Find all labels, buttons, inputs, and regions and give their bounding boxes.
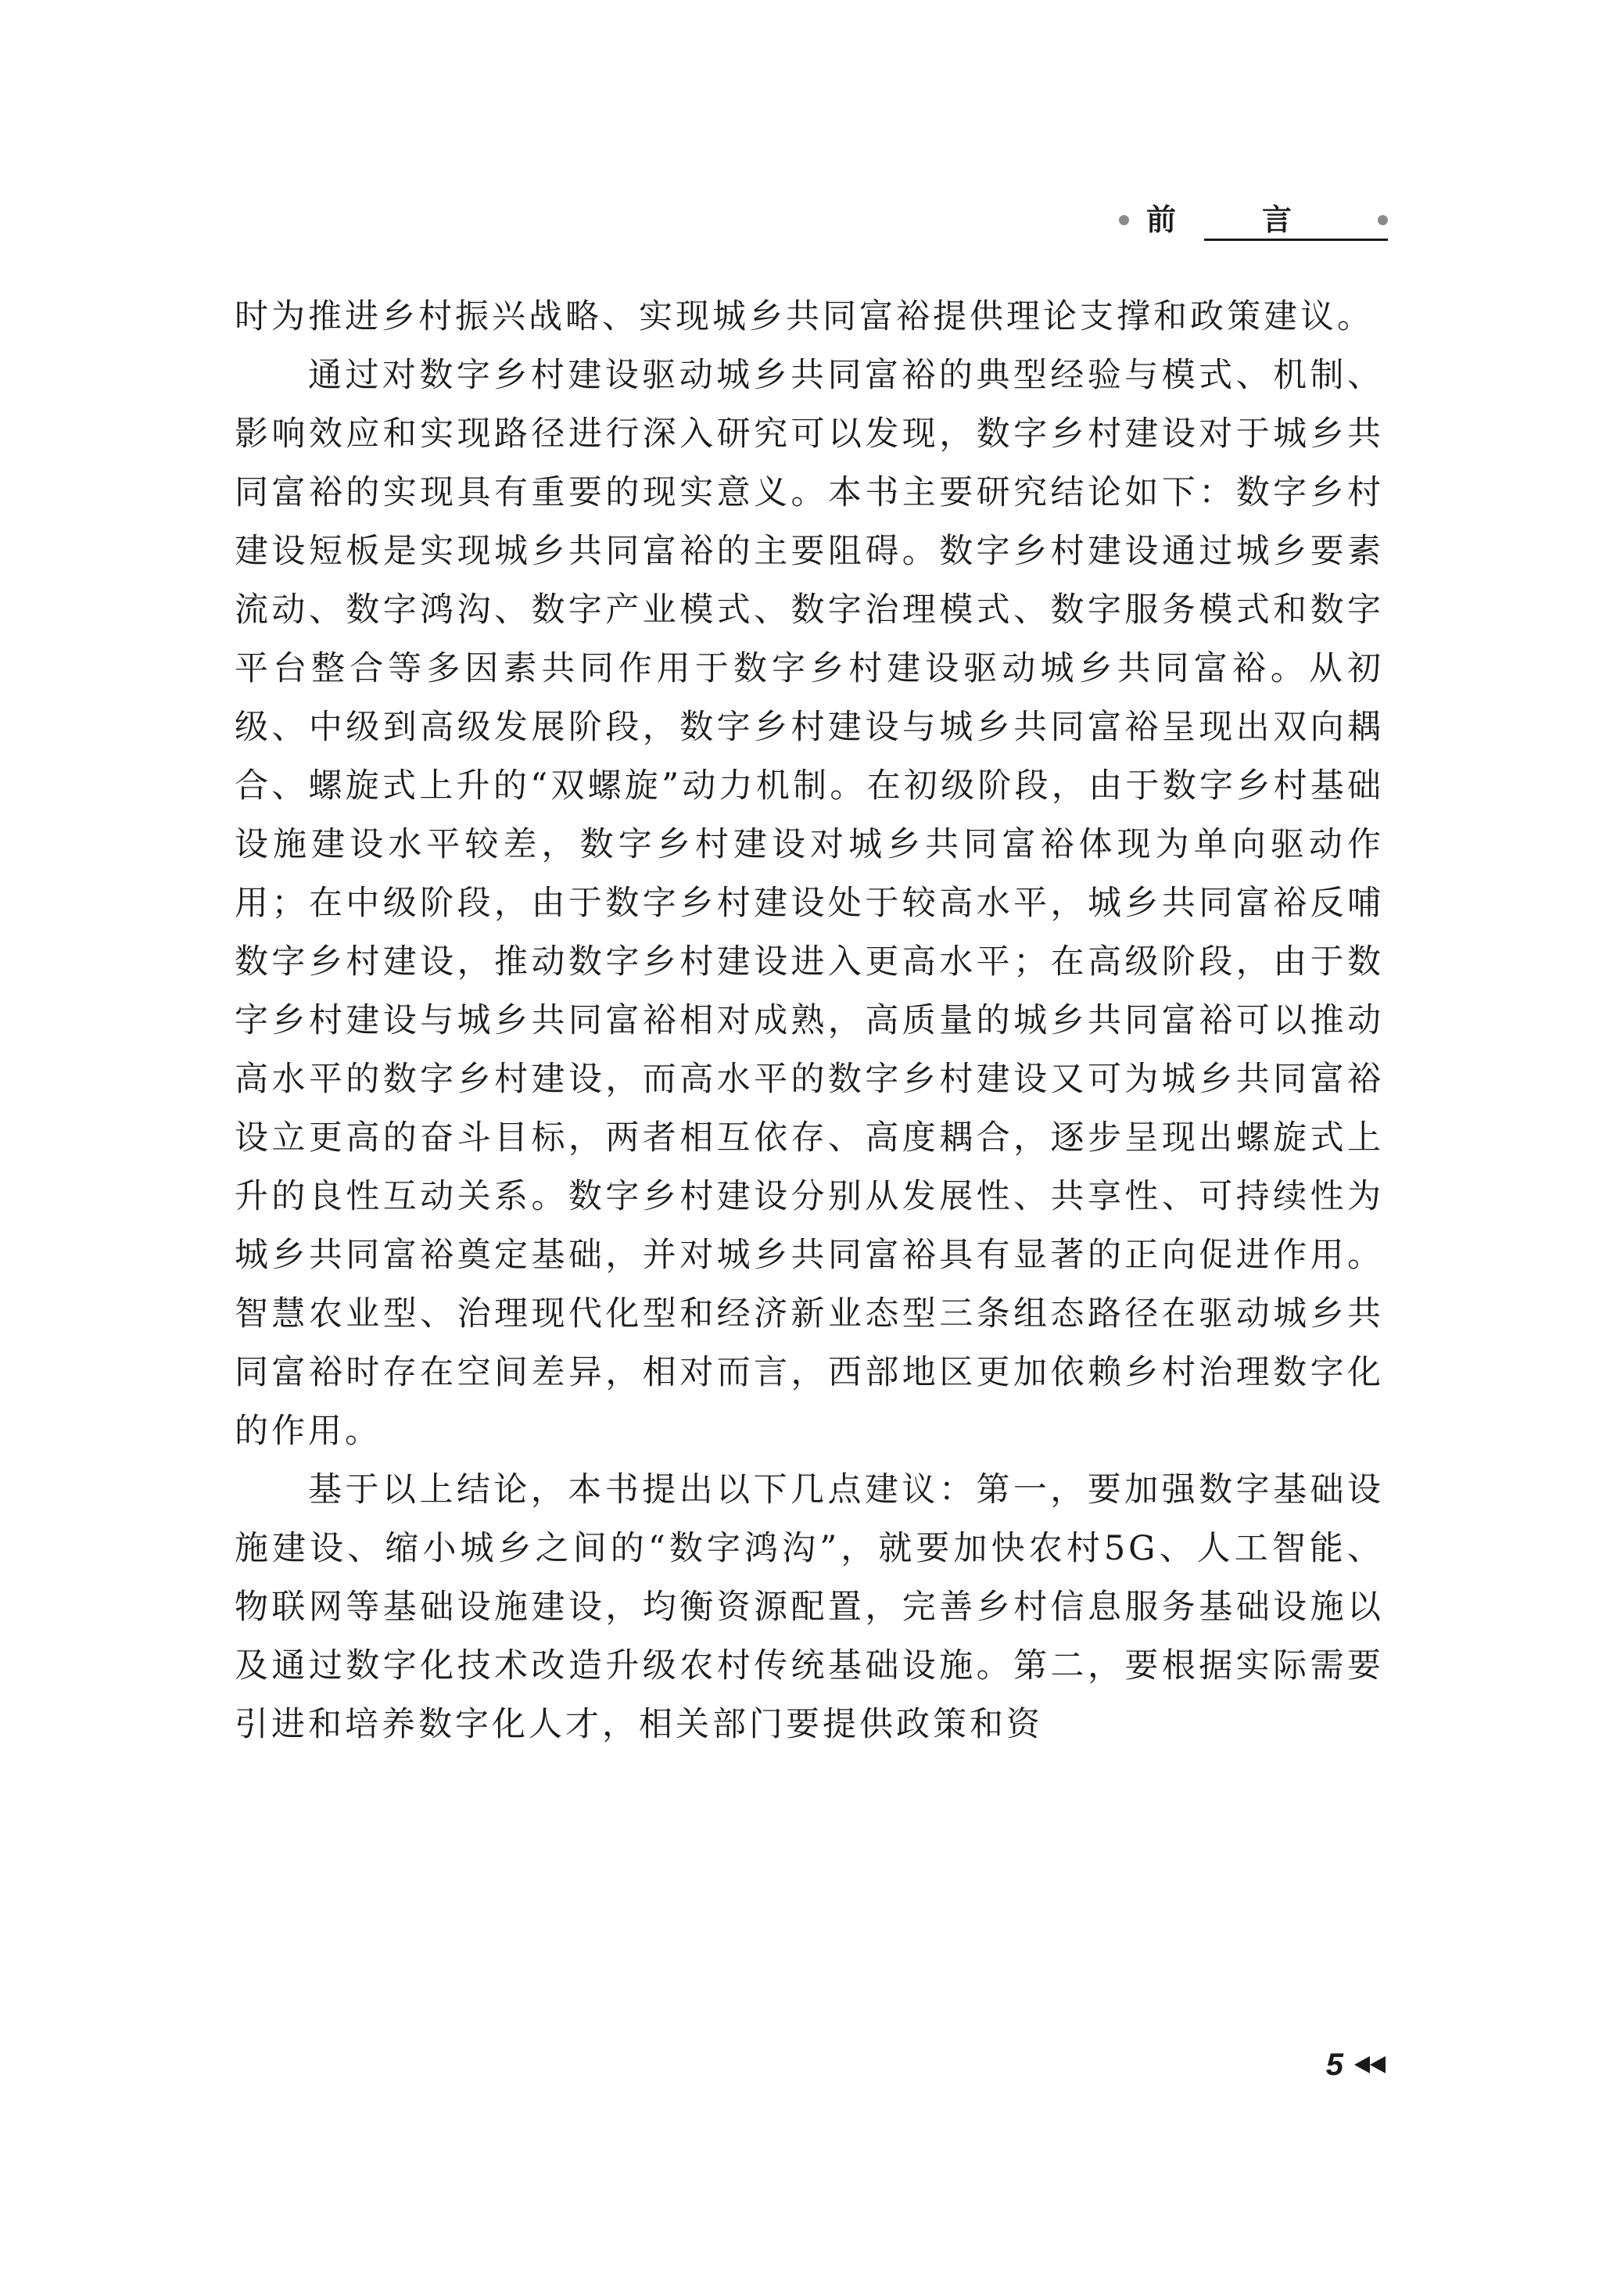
double-left-arrow-icon (1354, 2056, 1386, 2073)
paragraph-conclusions: 通过对数字乡村建设驱动城乡共同富裕的典型经验与模式、机制、影响效应和实现路径进行深入研究可以发现，数字乡村建设对于城乡共同富裕的实现具有重要的现实意义。本书主要研究结论如下：数字乡村建设短板是实现城乡共同富裕的主要阻碍。数字乡村建设通过城乡要素流动、数字鸿沟、数字产业模式、数字治理模式、数字服务模式和数字平台整合等多因素共同作用于数字乡村建设驱动城乡共同富裕。从初级、中级到高级发展阶段，数字乡村建设与城乡共同富裕呈现出双向耦合、螺旋式上升的“双螺旋”动力机制。在初级阶段，由于数字乡村基础设施建设水平较差，数字乡村建设对城乡共同富裕体现为单向驱动作用；在中级阶段，由于数字乡村建设处于较高水平，城乡共同富裕反哺数字乡村建设，推动数字乡村建设进入更高水平；在高级阶段，由于数字乡村建设与城乡共同富裕相对成熟，高质量的城乡共同富裕可以推动高水平的数字乡村建设，而高水平的数字乡村建设又可为城乡共同富裕设立更高的奋斗目标，两者相互依存、高度耦合，逐步呈现出螺旋式上升的良性互动关系。数字乡村建设分别从发展性、共享性、可持续性为城乡共同富裕奠定基础，并对城乡共同富裕具有显著的正向促进作用。智慧农业型、治理现代化型和经济新业态型三条组态路径在驱动城乡共同富裕时存在空间差异，相对而言，西部地区更加依赖乡村治理数字化的作用。 (235, 356, 1384, 1451)
body-text (235, 288, 1384, 1754)
page-footer (1326, 2049, 1386, 2080)
running-header (1119, 205, 1388, 235)
header-dot-right-icon (1378, 215, 1388, 225)
paragraph-continued: 时为推进乡村振兴战略、实现城乡共同富裕提供理论支撑和政策建议。 (235, 297, 1374, 336)
paragraph-recommendations: 基于以上结论，本书提出以下几点建议：第一，要加强数字基础设施建设、缩小城乡之间的“数字鸿沟”，就要加快农村5G、人工智能、物联网等基础设施建设，均衡资源配置，完善乡村信息服务基础设施以及通过数字化技术改造升级农村传统基础设施。第二，要根据实际需要引进和培养数字化人才，相关部门要提供政策和资 (235, 1470, 1384, 1744)
header-title: 前言 (1145, 203, 1378, 237)
page-number: 5 (1325, 2048, 1343, 2082)
header-rule (1204, 239, 1388, 241)
header-dot-left-icon (1119, 215, 1129, 225)
